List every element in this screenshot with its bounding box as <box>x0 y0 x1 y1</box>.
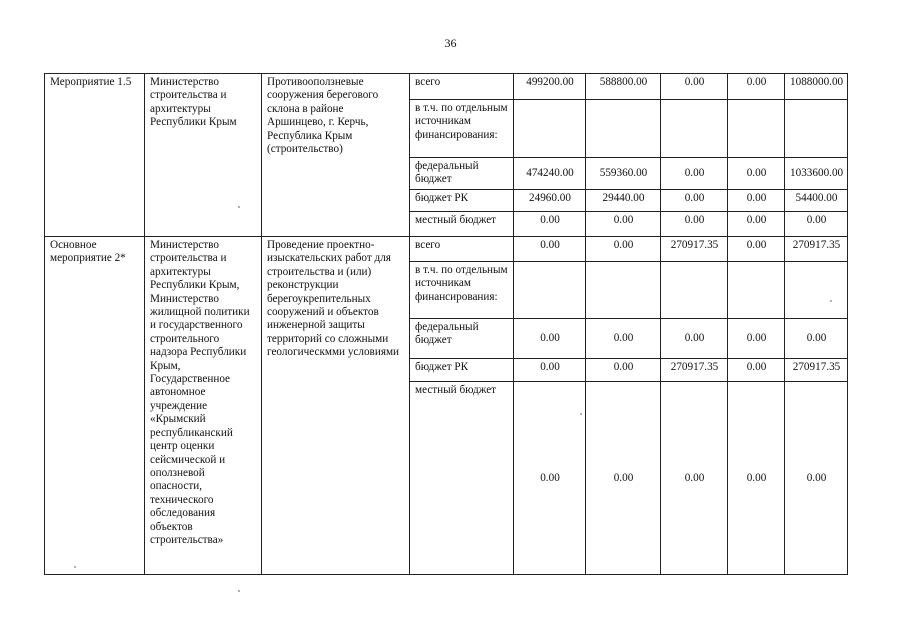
event-description: Противооползневые сооружения берегового склона в районе Аршинцево, г. Керчь, Республика Крым (строительство) <box>262 74 410 237</box>
value-cell: 0.00 <box>728 359 785 382</box>
source-label: в т.ч. по отдельным источникам финансирования: <box>410 262 514 319</box>
value-cell: 0.00 <box>661 319 728 359</box>
value-cell <box>661 262 728 319</box>
source-label: в т.ч. по отдельным источникам финансирования: <box>410 100 514 158</box>
value-cell: 54400.00 <box>785 190 848 212</box>
value-cell: 0.00 <box>785 319 848 359</box>
value-cell <box>661 100 728 158</box>
page-number: 36 <box>444 36 457 50</box>
value-cell: 0.00 <box>661 190 728 212</box>
value-cell <box>586 100 661 158</box>
scan-speck <box>830 300 832 302</box>
source-label: местный бюджет <box>410 382 514 575</box>
value-cell: 0.00 <box>661 158 728 190</box>
scan-speck <box>74 566 76 568</box>
source-label: всего <box>410 237 514 262</box>
executor-name: Министерство строительства и архитектуры Республики Крым <box>145 74 262 237</box>
executor-name: Министерство строительства и архитектуры Республики Крым, Министерство жилищной политики и государственного строительного надзора Республики Крым, Государственное автономное учреждение «Крымский республиканский центр оценки сейсмической и оползневой опасности, технического обследования объектов строительства» <box>145 237 262 575</box>
value-cell <box>728 100 785 158</box>
value-cell: 0.00 <box>728 382 785 575</box>
value-cell <box>785 262 848 319</box>
value-cell: 0.00 <box>514 319 586 359</box>
value-cell: 0.00 <box>586 319 661 359</box>
value-cell: 499200.00 <box>514 74 586 100</box>
source-label: всего <box>410 74 514 100</box>
value-cell: 0.00 <box>728 74 785 100</box>
table-row <box>45 237 848 262</box>
value-cell: 0.00 <box>728 237 785 262</box>
value-cell: 559360.00 <box>586 158 661 190</box>
scan-speck <box>238 590 240 592</box>
value-cell: 0.00 <box>661 212 728 237</box>
value-cell: 588800.00 <box>586 74 661 100</box>
scan-speck <box>580 413 582 415</box>
value-cell: 0.00 <box>586 382 661 575</box>
funding-table <box>44 73 848 575</box>
value-cell: 0.00 <box>728 190 785 212</box>
source-label: федеральный бюджет <box>410 158 514 190</box>
value-cell: 0.00 <box>514 359 586 382</box>
source-label: бюджет РК <box>410 359 514 382</box>
value-cell: 1033600.00 <box>785 158 848 190</box>
value-cell <box>728 262 785 319</box>
value-cell <box>785 100 848 158</box>
value-cell <box>514 262 586 319</box>
value-cell: 0.00 <box>514 237 586 262</box>
value-cell: 0.00 <box>514 382 586 575</box>
table-row <box>45 74 848 100</box>
value-cell: 0.00 <box>728 158 785 190</box>
value-cell: 0.00 <box>661 382 728 575</box>
value-cell: 0.00 <box>586 359 661 382</box>
value-cell: 0.00 <box>514 212 586 237</box>
value-cell: 474240.00 <box>514 158 586 190</box>
event-name: Мероприятие 1.5 <box>45 74 145 237</box>
value-cell: 29440.00 <box>586 190 661 212</box>
source-label: федеральный бюджет <box>410 319 514 359</box>
value-cell: 0.00 <box>728 319 785 359</box>
value-cell: 0.00 <box>785 382 848 575</box>
value-cell: 1088000.00 <box>785 74 848 100</box>
source-label: местный бюджет <box>410 212 514 237</box>
event-name: Основное мероприятие 2* <box>45 237 145 575</box>
value-cell: 270917.35 <box>661 359 728 382</box>
source-label: бюджет РК <box>410 190 514 212</box>
value-cell: 0.00 <box>586 212 661 237</box>
value-cell: 270917.35 <box>785 359 848 382</box>
value-cell: 0.00 <box>661 74 728 100</box>
scan-speck <box>238 206 240 208</box>
value-cell: 0.00 <box>586 237 661 262</box>
value-cell: 270917.35 <box>661 237 728 262</box>
value-cell: 270917.35 <box>785 237 848 262</box>
value-cell <box>586 262 661 319</box>
value-cell: 0.00 <box>728 212 785 237</box>
event-description: Проведение проектно-изыскательских работ для строительства и (или) реконструкции берегоукрепительных сооружений и объектов инженерной защиты территорий со сложными геологическмми условиями <box>262 237 410 575</box>
value-cell: 0.00 <box>785 212 848 237</box>
value-cell <box>514 100 586 158</box>
value-cell: 24960.00 <box>514 190 586 212</box>
